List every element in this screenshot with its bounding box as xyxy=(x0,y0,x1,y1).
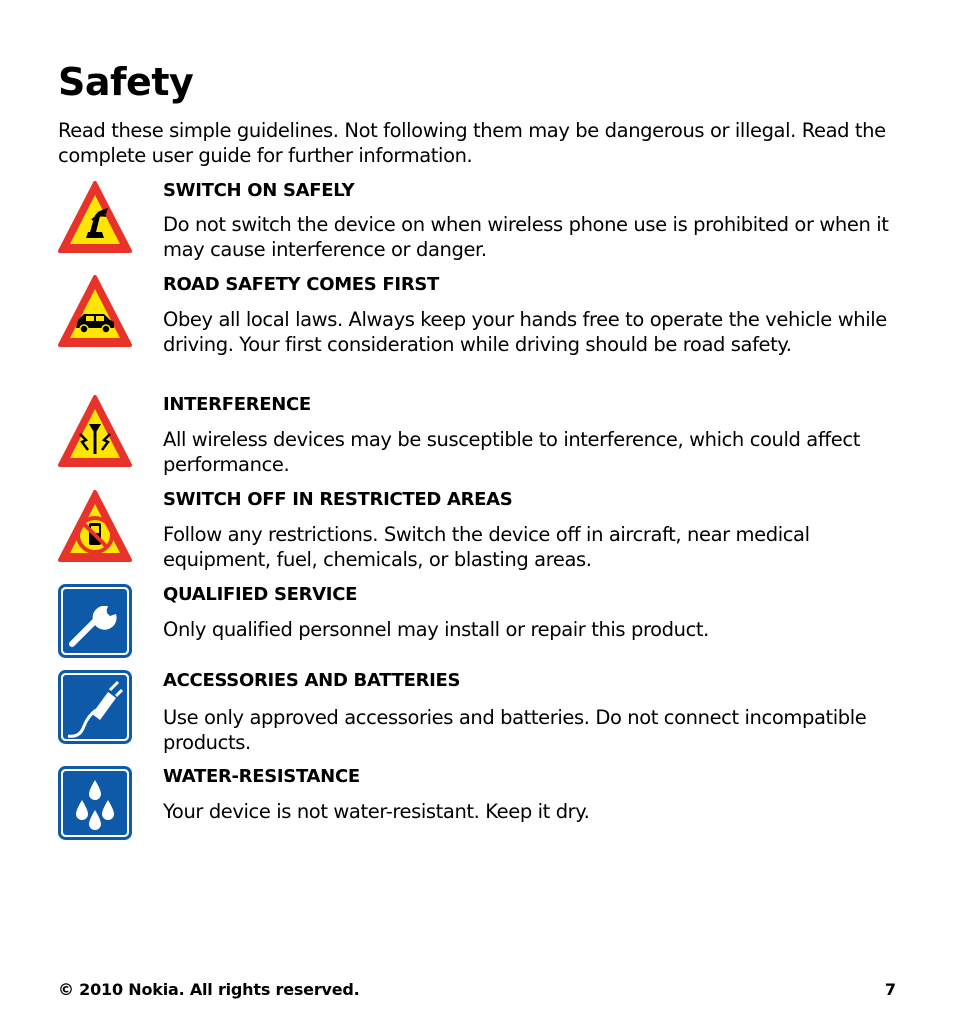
item-text: Do not switch the device on when wireless phone use is prohibited or when it may cause interference or danger. xyxy=(163,213,889,261)
switch-on-safely-icon xyxy=(58,180,132,254)
safety-item-water-resistance xyxy=(58,766,908,856)
page-title: Safety xyxy=(58,60,194,104)
item-heading: WATER-RESISTANCE xyxy=(163,766,360,787)
copyright-notice: © 2010 Nokia. All rights reserved. xyxy=(58,980,360,999)
item-heading: INTERFERENCE xyxy=(163,394,311,415)
item-text: Follow any restrictions. Switch the device off in aircraft, near medical equipment, fuel, chemicals, or blasting areas. xyxy=(163,523,810,571)
safety-item-qualified-service xyxy=(58,584,908,674)
page-number: 7 xyxy=(884,980,896,999)
safety-item-switch-on-safely xyxy=(58,180,908,270)
item-text: Obey all local laws. Always keep your hands free to operate the vehicle while driving. Your first consideration while driving should be road safety. xyxy=(163,308,887,356)
item-text: All wireless devices may be susceptible to interference, which could affect performance. xyxy=(163,428,860,476)
item-heading: SWITCH OFF IN RESTRICTED AREAS xyxy=(163,489,513,510)
interference-icon xyxy=(58,394,132,468)
item-heading: SWITCH ON SAFELY xyxy=(163,180,355,201)
safety-item-road-safety xyxy=(58,274,908,364)
water-drops-icon xyxy=(58,766,132,840)
item-heading: QUALIFIED SERVICE xyxy=(163,584,358,605)
safety-item-accessories xyxy=(58,670,908,760)
item-text: Your device is not water-resistant. Keep it dry. xyxy=(163,800,590,823)
no-phone-icon xyxy=(58,489,132,563)
road-safety-icon xyxy=(58,274,132,348)
plug-icon xyxy=(58,670,132,744)
item-text: Use only approved accessories and batteries. Do not connect incompatible products. xyxy=(163,706,867,754)
item-heading: ACCESSORIES AND BATTERIES xyxy=(163,670,461,691)
safety-item-restricted-areas xyxy=(58,489,908,579)
wrench-icon xyxy=(58,584,132,658)
item-text: Only qualified personnel may install or repair this product. xyxy=(163,618,709,641)
intro-paragraph: Read these simple guidelines. Not following them may be dangerous or illegal. Read the complete user guide for further information. xyxy=(58,119,886,167)
item-heading: ROAD SAFETY COMES FIRST xyxy=(163,274,440,295)
safety-item-interference xyxy=(58,394,908,484)
